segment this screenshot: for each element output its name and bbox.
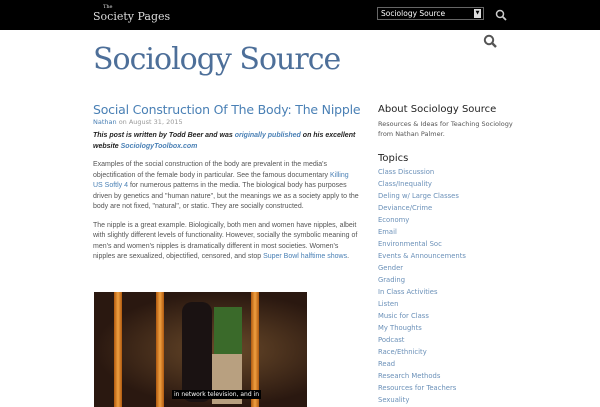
topic-link[interactable]: Race/Ethnicity [378, 348, 427, 356]
topics-list [378, 166, 518, 406]
search-icon[interactable] [495, 9, 507, 21]
topic-link[interactable]: Deviance/Crime [378, 204, 433, 212]
image-caption: in network television, and in [174, 391, 260, 398]
meta-sep: on [116, 118, 129, 126]
logo-small-text: The [103, 4, 113, 10]
topic-link[interactable]: In Class Activities [378, 288, 438, 296]
post-title[interactable]: Social Construction Of The Body: The Nipple [93, 102, 361, 117]
topic-link[interactable]: Research Methods [378, 372, 441, 380]
search-icon[interactable] [483, 34, 497, 48]
topic-link[interactable]: Economy [378, 216, 410, 224]
topic-link[interactable]: Email [378, 228, 397, 236]
topic-link[interactable]: Environmental Soc [378, 240, 442, 248]
topic-link[interactable]: Deling w/ Large Classes [378, 192, 459, 200]
topic-link[interactable]: Events & Announcements [378, 252, 466, 260]
text: for numerous patterns in the media. The biological body has purposes driven by genetics and "human nature", but the meanings we as a society apply to the body are not fixed, "natural", or static. They are socially constructed. [93, 182, 359, 210]
author-link[interactable]: Nathan [93, 118, 117, 126]
logo-text: Society Pages [93, 10, 171, 23]
site-select-value: Sociology Source [381, 9, 446, 18]
topic-link[interactable]: My Thoughts [378, 324, 422, 332]
paragraph-1 [93, 160, 359, 213]
about-description: Resources & Ideas for Teaching Sociology from Nathan Palmer. [378, 120, 513, 138]
site-select[interactable] [377, 7, 484, 20]
stage-pole [114, 292, 122, 407]
post-meta [93, 118, 359, 127]
post [93, 102, 359, 263]
stage-pole [156, 292, 164, 407]
topic-link[interactable]: Class Discussion [378, 168, 435, 176]
killing-us-softly-link[interactable]: Killing US Softly 4 [93, 171, 349, 189]
society-pages-logo[interactable] [93, 5, 170, 22]
intro-text: This post is written by Todd Beer and was [93, 132, 235, 139]
topic-link[interactable]: Gender [378, 264, 404, 272]
intro-text: on his excellent website [93, 132, 356, 150]
about-heading: About Sociology Source [378, 104, 497, 115]
topics-heading: Topics [378, 153, 409, 164]
topic-link[interactable]: Sexuality [378, 396, 410, 404]
post-intro [93, 131, 359, 152]
text: . [347, 253, 350, 260]
post-image [94, 292, 307, 407]
sociology-toolbox-link[interactable]: SociologyToolbox.com [120, 142, 198, 150]
topic-link[interactable]: Grading [378, 276, 406, 284]
text: The nipple is a great example. Biologically, both men and women have nipples, albeit with slightly different levels of functionality. However, socially the symbolic meaning of men's and women's nipples is dramatically different in most societies. Women's nipples are sexualized, objectified, censored, and stop [93, 221, 358, 260]
post-date: August 31, 2015 [128, 118, 183, 126]
topic-link[interactable]: Podcast [378, 336, 405, 344]
performer [214, 307, 242, 357]
sidebar [378, 104, 518, 406]
original-link[interactable]: originally published [234, 132, 301, 139]
topic-link[interactable]: Class/Inequality [378, 180, 432, 188]
topic-link[interactable]: Listen [378, 300, 399, 308]
topic-link[interactable]: Resources for Teachers [378, 384, 457, 392]
text: Examples of the social construction of the body are prevalent in the media's objectification of the female body in particular. See the famous documentary [93, 161, 330, 179]
topic-link[interactable]: Music for Class [378, 312, 429, 320]
topic-link[interactable]: Read [378, 360, 396, 368]
site-title[interactable]: Sociology Source [93, 42, 341, 77]
dropdown-arrow-icon: ▼ [475, 10, 480, 16]
super-bowl-link[interactable]: Super Bowl halftime shows [263, 253, 348, 260]
performer [182, 302, 212, 402]
paragraph-2 [93, 221, 359, 263]
top-bar [0, 0, 600, 30]
